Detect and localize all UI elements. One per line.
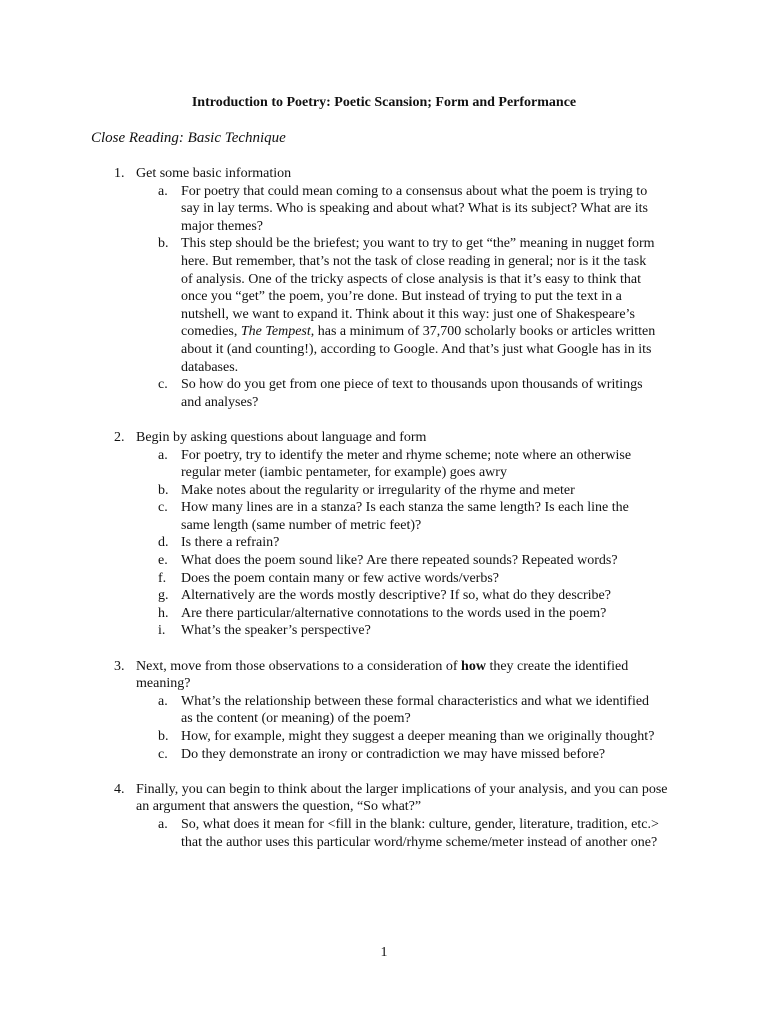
item-letter: b. <box>158 236 169 252</box>
list-item <box>0 605 768 623</box>
heading-text-part: Next, move from those observations to a consideration of <box>136 658 462 674</box>
list-item <box>0 622 768 640</box>
document-body <box>0 165 768 869</box>
item-text: How, for example, might they suggest a deeper meaning than we originally thought? <box>181 729 655 744</box>
section-number: 1. <box>114 166 125 181</box>
item-letter: c. <box>158 500 168 516</box>
item-letter: c. <box>158 746 168 762</box>
list-section-3 <box>0 658 768 764</box>
item-text-part: This step should be the briefest; you want to try to get “the” meaning in nugget form here. But remember, that’s not the task of close reading in general; nor is it the task of analysis. One of the tricky aspects of close analysis is that it’s easy to think that once you “get” the poem, you’re done. But instead of trying to put the text in a nutshell, we want to expand it. Think about it this way: just one of Shakespeare’s comedies, <box>181 236 655 340</box>
list-item <box>0 570 768 588</box>
section-subtitle: Close Reading: Basic Technique <box>91 130 286 146</box>
heading-text-part: they create the identified meaning? <box>136 658 629 692</box>
item-letter: e. <box>158 553 168 569</box>
item-text: Alternatively are the words mostly descriptive? If so, what do they describe? <box>181 588 611 604</box>
list-item <box>0 534 768 552</box>
section-heading: Begin by asking questions about language and form <box>136 429 427 445</box>
item-letter: a. <box>158 693 168 709</box>
list-item <box>0 746 768 764</box>
item-letter: d. <box>158 535 169 551</box>
list-section-1 <box>0 165 768 411</box>
item-text: How many lines are in a stanza? Is each stanza the same length? Is each line the same length (same number of metric feet)? <box>181 500 629 533</box>
item-text-part: , has a minimum of 37,700 scholarly books or articles written about it (and counting!), according to Google. And that’s just what Google has in its databases. <box>181 324 656 375</box>
item-text: For poetry, try to identify the meter and rhyme scheme; note where an otherwise regular meter (iambic pentameter, for example) goes awry <box>181 447 632 481</box>
item-text: What’s the relationship between these formal characteristics and what we identified as the content (or meaning) of the poem? <box>181 693 650 727</box>
item-text <box>181 235 661 376</box>
page-title: Introduction to Poetry: Poetic Scansion; Form and Performance <box>191 95 577 110</box>
item-letter: g. <box>158 588 169 604</box>
list-item <box>0 693 768 728</box>
list-item <box>0 183 768 236</box>
list-item <box>0 816 768 851</box>
list-item <box>0 499 768 534</box>
item-letter: f. <box>158 570 167 586</box>
item-text: So how do you get from one piece of text to thousands upon thousands of writings and analyses? <box>181 377 643 410</box>
item-text: Are there particular/alternative connotations to the words used in the poem? <box>181 605 607 621</box>
list-item <box>0 552 768 570</box>
section-number: 3. <box>114 658 125 674</box>
list-item <box>0 376 768 411</box>
section-heading: Finally, you can begin to think about the larger implications of your analysis, and you can pose an argument that answers the question, “So what?” <box>136 781 668 815</box>
item-letter: b. <box>158 729 169 744</box>
item-letter: c. <box>158 377 168 393</box>
item-text: Does the poem contain many or few active words/verbs? <box>181 570 500 586</box>
item-text: What does the poem sound like? Are there repeated sounds? Repeated words? <box>181 553 618 569</box>
section-heading: Get some basic information <box>136 166 292 181</box>
list-section-4 <box>0 781 768 851</box>
item-letter: h. <box>158 605 169 621</box>
section-heading <box>136 658 676 693</box>
section-number: 2. <box>114 429 125 445</box>
page-number: 1 <box>380 945 388 960</box>
item-text: So, what does it mean for <fill in the blank: culture, gender, literature, tradition, etc.> that the author uses this particular word/rhyme scheme/meter instead of another one? <box>181 816 659 850</box>
item-letter: a. <box>158 816 168 832</box>
item-letter: b. <box>158 482 169 498</box>
list-section-2 <box>0 429 768 640</box>
emphasis-how: how <box>461 658 486 674</box>
item-text: Do they demonstrate an irony or contradiction we may have missed before? <box>181 746 606 762</box>
list-item <box>0 447 768 482</box>
list-item <box>0 587 768 605</box>
list-item <box>0 235 768 376</box>
section-number: 4. <box>114 781 125 797</box>
list-item <box>0 728 768 746</box>
work-title: The Tempest <box>240 324 311 340</box>
item-letter: a. <box>158 447 168 463</box>
item-text: Is there a refrain? <box>181 535 280 551</box>
item-text: For poetry that could mean coming to a consensus about what the poem is trying to say in lay terms. Who is speaking and about what? What is its subject? What are its major themes? <box>181 183 648 234</box>
item-text: What’s the speaker’s perspective? <box>181 623 371 639</box>
item-text: Make notes about the regularity or irregularity of the rhyme and meter <box>181 482 575 498</box>
item-letter: a. <box>158 183 168 199</box>
list-item <box>0 482 768 500</box>
item-letter: i. <box>158 623 166 639</box>
